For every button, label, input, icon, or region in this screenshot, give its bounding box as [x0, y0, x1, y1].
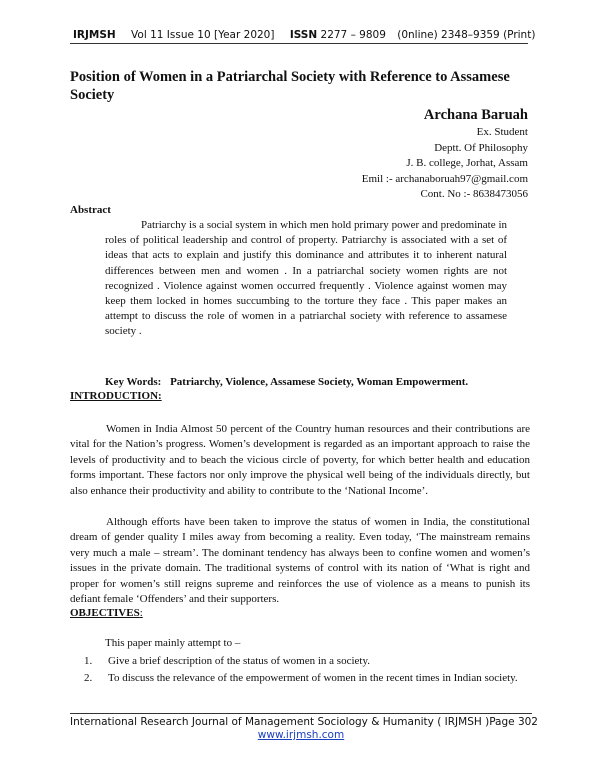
footer-journal-name: International Research Journal of Management Sociology & Humanity ( IRJMSH ) [70, 716, 490, 728]
keywords-text: Patriarchy, Violence, Assamese Society, Woman Empowerment. [170, 376, 469, 388]
objectives-heading-text: OBJECTIVES [70, 607, 140, 619]
journal-abbrev: IRJMSH [73, 29, 116, 41]
list-item-text: To discuss the relevance of the empowerment of women in the recent times in Indian society. [108, 672, 518, 685]
list-item-text: Give a brief description of the status of women in a society. [108, 655, 370, 667]
objectives-list [84, 654, 530, 688]
affiliation-contact: Cont. No :- 8638473056 [420, 188, 528, 201]
paper-title: Position of Women in a Patriarchal Society with Reference to Assamese Society [70, 69, 510, 103]
introduction-heading [70, 390, 162, 402]
affiliation-line: Ex. Student [476, 126, 528, 138]
list-number: 1. [84, 655, 93, 667]
page-footer [70, 716, 538, 741]
issn-number: 2277 – 9809 [320, 29, 386, 41]
list-item [84, 671, 530, 686]
objectives-intro: This paper mainly attempt to – [105, 637, 241, 649]
keywords-label: Key Words: [105, 376, 162, 388]
introduction-paragraph-1: Women in India Almost 50 percent of the Country human resources and their contributions are vital for the Nation’s progress. Women’s development is regarded as an important approach to raise the levels of productivity and to beach the vicious circle of poverty, for which better health and education forms important. These factors nor only improve the physical well being of the individuals directly, but also enhance their productivity and ability to contribute to the ‘National Income’. [70, 423, 530, 497]
header-divider [70, 43, 528, 44]
issn-label: ISSN [289, 29, 318, 41]
page-number: Page 302 [489, 716, 538, 728]
introduction-heading-text: INTRODUCTION [70, 390, 159, 402]
affiliation-line: Deptt. Of Philosophy [434, 141, 528, 154]
objectives-heading [70, 607, 143, 619]
affiliation-line: J. B. college, Jorhat, Assam [406, 157, 528, 170]
affiliation-email: Emil :- archanaboruah97@gmail.com [361, 172, 528, 185]
abstract-heading: Abstract [70, 204, 111, 216]
introduction-paragraph-2: Although efforts have been taken to improve the status of women in India, the constitutional dream of gender quality I miles away from becoming a reality. Even today, ‘The mainstream remains very much a male – stream’. The dominant tendency has always been to confine women and women’s issues in the private domain. The traditional systems of control with its nation of ‘What is right and proper for women’s still reigns supreme and reinforces the use of violence as a means to punish its defiant female ‘Offenders’ and their supporters. [70, 516, 530, 606]
list-number: 2. [84, 672, 93, 685]
running-header [73, 29, 535, 41]
footer-divider [70, 713, 532, 714]
introduction-heading-colon: : [158, 390, 162, 402]
issn-online-print: (0nline) 2348–9359 (Print) [397, 29, 536, 41]
website-link[interactable]: www.irjmsh.com [257, 729, 345, 741]
volume-info: Vol 11 Issue 10 [Year 2020] [131, 29, 275, 41]
keywords [105, 376, 468, 388]
author-name: Archana Baruah [423, 107, 528, 123]
author-affiliation [362, 125, 528, 203]
list-item [84, 654, 530, 669]
objectives-heading-colon: : [139, 607, 143, 619]
abstract-text: Patriarchy is a social system in which men hold primary power and predominate in roles of political leadership and control of property. Patriarchy is associated with a set of ideas that acts to explain and justify this dominance and attributes it to inherent natural differences between men and women . In a patriarchal society women rights are not recognized . Violence against women occurred frequently . Violence against women may keep them locked in homes succumbing to the torture they face . This paper makes an attempt to discuss the role of women in a patriarchal society with reference to assamese society . [105, 219, 507, 338]
